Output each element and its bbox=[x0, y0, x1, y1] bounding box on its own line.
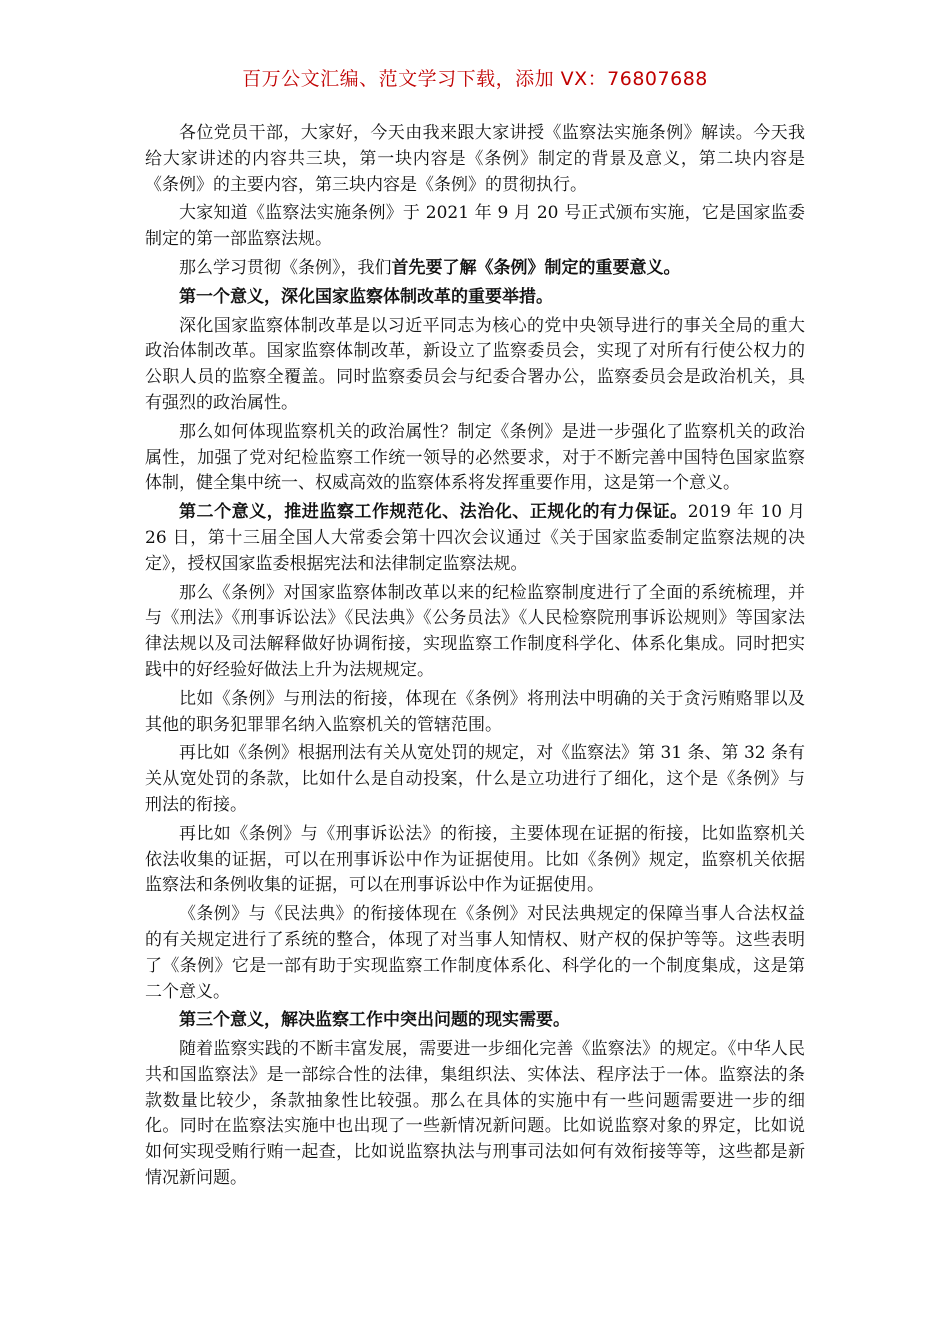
paragraph-systematic-review bbox=[145, 581, 805, 684]
paragraph-text: 深化国家监察体制改革是以习近平同志为核心的党中央领导进行的事关全局的重大政治体制改革。国家监察体制改革，新设立了监察委员会，实现了对所有行使公权力的公职人员的监察全覆盖。同时监察委员会与纪委合署办公，监察委员会是政治机关，具有强烈的政治属性。 bbox=[145, 315, 805, 413]
paragraph-bold-text: 首先要了解《条例》制定的重要意义。 bbox=[391, 257, 681, 278]
paragraph-text: 那么学习贯彻《条例》，我们 bbox=[179, 257, 392, 278]
heading-third-significance bbox=[145, 1008, 805, 1034]
heading-first-significance bbox=[145, 285, 805, 311]
paragraph-text: 2019 年 10 月 26 日，第十三届全国人大常委会第十四次会议通过《关于国家监委制定监察法规的决定》，授权国家监委根据宪法和法律制定监察法规。 bbox=[145, 502, 806, 574]
paragraph-leniency bbox=[145, 741, 805, 818]
paragraph-text: 比如《条例》与刑法的衔接，体现在《条例》将刑法中明确的关于贪污贿赂罪以及其他的职务犯罪罪名纳入监察机关的管辖范围。 bbox=[145, 688, 805, 735]
paragraph-text: 那么《条例》对国家监察体制改革以来的纪检监察制度进行了全面的系统梳理，并与《刑法》《刑事诉讼法》《民法典》《公务员法》《人民检察院刑事诉讼规则》等国家法律法规以及司法解释做好协调衔接，实现监察工作制度科学化、体系化集成。同时把实践中的好经验好做法上升为法规规定。 bbox=[145, 582, 805, 680]
paragraph-criminal-law-link bbox=[145, 687, 805, 739]
paragraph-significance-lead bbox=[145, 256, 805, 282]
paragraph-text: 各位党员干部，大家好，今天由我来跟大家讲授《监察法实施条例》解读。今天我给大家讲述的内容共三块，第一块内容是《条例》制定的背景及意义，第二块内容是《条例》的主要内容，第三块内容是《条例》的贯彻执行。 bbox=[145, 123, 805, 195]
paragraph-procedure-law-link bbox=[145, 822, 805, 899]
paragraph-reform bbox=[145, 314, 805, 417]
paragraph-intro bbox=[145, 121, 805, 198]
paragraph-text: 那么如何体现监察机关的政治属性？制定《条例》是进一步强化了监察机关的政治属性，加强了党对纪检监察工作统一领导的必然要求，对于不断完善中国特色国家监察体制，健全集中统一、权威高效的监察体系将发挥重要作用，这是第一个意义。 bbox=[145, 421, 805, 494]
paragraph-text: 再比如《条例》根据刑法有关从宽处罚的规定，对《监察法》第 31 条、第 32 条有关从宽处罚的条款，比如什么是自动投案，什么是立功进行了细化，这个是《条例》与刑法的衔接。 bbox=[145, 743, 805, 815]
paragraph-text: 随着监察实践的不断丰富发展，需要进一步细化完善《监察法》的规定。《中华人民共和国监察法》是一部综合性的法律，集组织法、实体法、程序法于一体。监察法的条款数量比较少，条款抽象性比较强。那么在具体的实施中有一些问题需要进一步的细化。同时在监察法实施中也出现了一些新情况新问题。比如说监察对象的界定，比如说如何实现受贿行贿一起查，比如说监察执法与刑事司法如何有效衔接等等，这些都是新情况新问题。 bbox=[145, 1039, 805, 1189]
section-heading: 第二个意义，推进监察工作规范化、法治化、正规化的有力保证。 bbox=[179, 502, 688, 523]
paragraph-political-attribute bbox=[145, 420, 805, 497]
paragraph-practical-needs bbox=[145, 1037, 805, 1192]
heading-second-significance bbox=[145, 500, 805, 577]
header-banner: 百万公文汇编、范文学习下载，添加 VX：76807688 bbox=[242, 68, 708, 90]
paragraph-text: 《条例》与《民法典》的衔接体现在《条例》对民法典规定的保障当事人合法权益的有关规定进行了系统的整合，体现了对当事人知情权、财产权的保护等等。这些表明了《条例》它是一部有助于实现监察工作制度体系化、科学化的一个制度集成，这是第二个意义。 bbox=[145, 904, 805, 1002]
section-heading: 第一个意义，深化国家监察体制改革的重要举措。 bbox=[179, 286, 553, 307]
paragraph-civil-code-link bbox=[145, 902, 805, 1005]
paragraph-text: 再比如《条例》与《刑事诉讼法》的衔接，主要体现在证据的衔接，比如监察机关依法收集的证据，可以在刑事诉讼中作为证据使用。比如《条例》规定，监察机关依据监察法和条例收集的证据，可以在刑事诉讼中作为证据使用。 bbox=[145, 823, 805, 896]
paragraph-release-date bbox=[145, 201, 805, 253]
document-body bbox=[145, 121, 805, 1195]
paragraph-text: 大家知道《监察法实施条例》于 2021 年 9 月 20 号正式颁布实施，它是国家监委制定的第一部监察法规。 bbox=[145, 203, 805, 250]
section-heading: 第三个意义，解决监察工作中突出问题的现实需要。 bbox=[179, 1010, 570, 1031]
